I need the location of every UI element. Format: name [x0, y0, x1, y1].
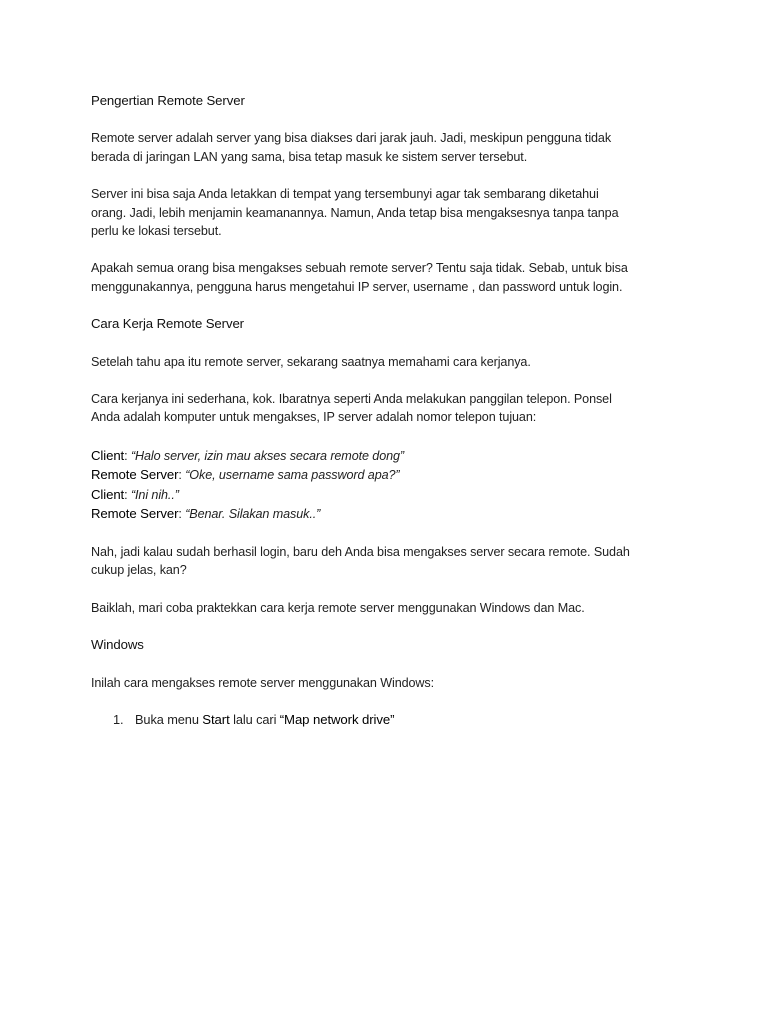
paragraph-access — [91, 259, 691, 296]
dialog-line — [91, 446, 691, 466]
dialog-line — [91, 504, 691, 524]
dialog-separator: : — [178, 468, 186, 483]
paragraph-conclusion — [91, 543, 691, 580]
dialog-quote: “Benar. Silakan masuk..” — [185, 507, 321, 522]
dialog-line — [91, 465, 691, 485]
dialog-separator: : — [178, 507, 186, 522]
dialog-speaker: Remote Server — [91, 506, 179, 522]
text-line: Server ini bisa saja Anda letakkan di tempat yang tersembunyi agar tak sembarang diketahui — [91, 187, 599, 202]
text-line: Anda adalah komputer untuk mengakses, IP server adalah nomor telepon tujuan: — [91, 410, 537, 425]
text-line: Cara kerjanya ini sederhana, kok. Ibaratnya seperti Anda melakukan panggilan telepon. Ponsel — [91, 392, 612, 407]
paragraph-location — [91, 185, 691, 240]
list-text-mid: lalu cari — [229, 711, 280, 727]
text-line: Remote server adalah server yang bisa diakses dari jarak jauh. Jadi, meskipun pengguna tidak — [91, 131, 612, 146]
dialog-speaker: Remote Server — [91, 467, 179, 483]
text-line: berada di jaringan LAN yang sama, bisa tetap masuk ke sistem server tersebut. — [91, 149, 528, 164]
heading-cara-kerja: Cara Kerja Remote Server — [91, 316, 244, 332]
text-line: menggunakannya, pengguna harus mengetahui IP server, username , dan password untuk login. — [91, 279, 623, 294]
list-number: 1. — [113, 711, 124, 727]
dialog-quote: “Oke, username sama password apa?” — [185, 468, 400, 483]
text-line: Apakah semua orang bisa mengakses sebuah remote server? Tentu saja tidak. Sebab, untuk bisa — [91, 261, 628, 276]
dialog-separator: : — [124, 487, 131, 502]
heading-windows: Windows — [91, 637, 144, 653]
paragraph-analogy — [91, 390, 691, 427]
paragraph-definition — [91, 129, 691, 166]
list-text-pre: Buka menu — [135, 711, 203, 727]
paragraph-intro: Setelah tahu apa itu remote server, sekarang saatnya memahami cara kerjanya. — [91, 354, 531, 369]
dialog-separator: : — [124, 448, 131, 463]
list-highlight-start: Start — [202, 711, 230, 727]
paragraph-practice: Baiklah, mari coba praktekkan cara kerja remote server menggunakan Windows dan Mac. — [91, 600, 585, 615]
dialog-speaker: Client — [91, 447, 125, 463]
document-page — [91, 92, 691, 729]
list-text — [135, 711, 394, 729]
text-line: orang. Jadi, lebih menjamin keamanannya. Namun, Anda tetap bisa mengaksesnya tanpa tanpa — [91, 205, 619, 220]
heading-pengertian: Pengertian Remote Server — [91, 93, 245, 108]
dialog-quote: “Ini nih..” — [130, 487, 179, 502]
dialog-block — [91, 446, 691, 524]
list-item — [91, 711, 691, 729]
text-line: cukup jelas, kan? — [91, 563, 187, 578]
list-highlight-map-network-drive: “Map network drive” — [279, 711, 395, 727]
dialog-speaker: Client — [91, 486, 125, 502]
dialog-quote: “Halo server, izin mau akses secara remote dong” — [130, 448, 405, 463]
dialog-line — [91, 485, 691, 505]
text-line: Nah, jadi kalau sudah berhasil login, baru deh Anda bisa mengakses server secara remote. Sudah — [91, 544, 630, 559]
paragraph-windows-intro: Inilah cara mengakses remote server menggunakan Windows: — [91, 675, 434, 690]
text-line: perlu ke lokasi tersebut. — [91, 224, 222, 239]
